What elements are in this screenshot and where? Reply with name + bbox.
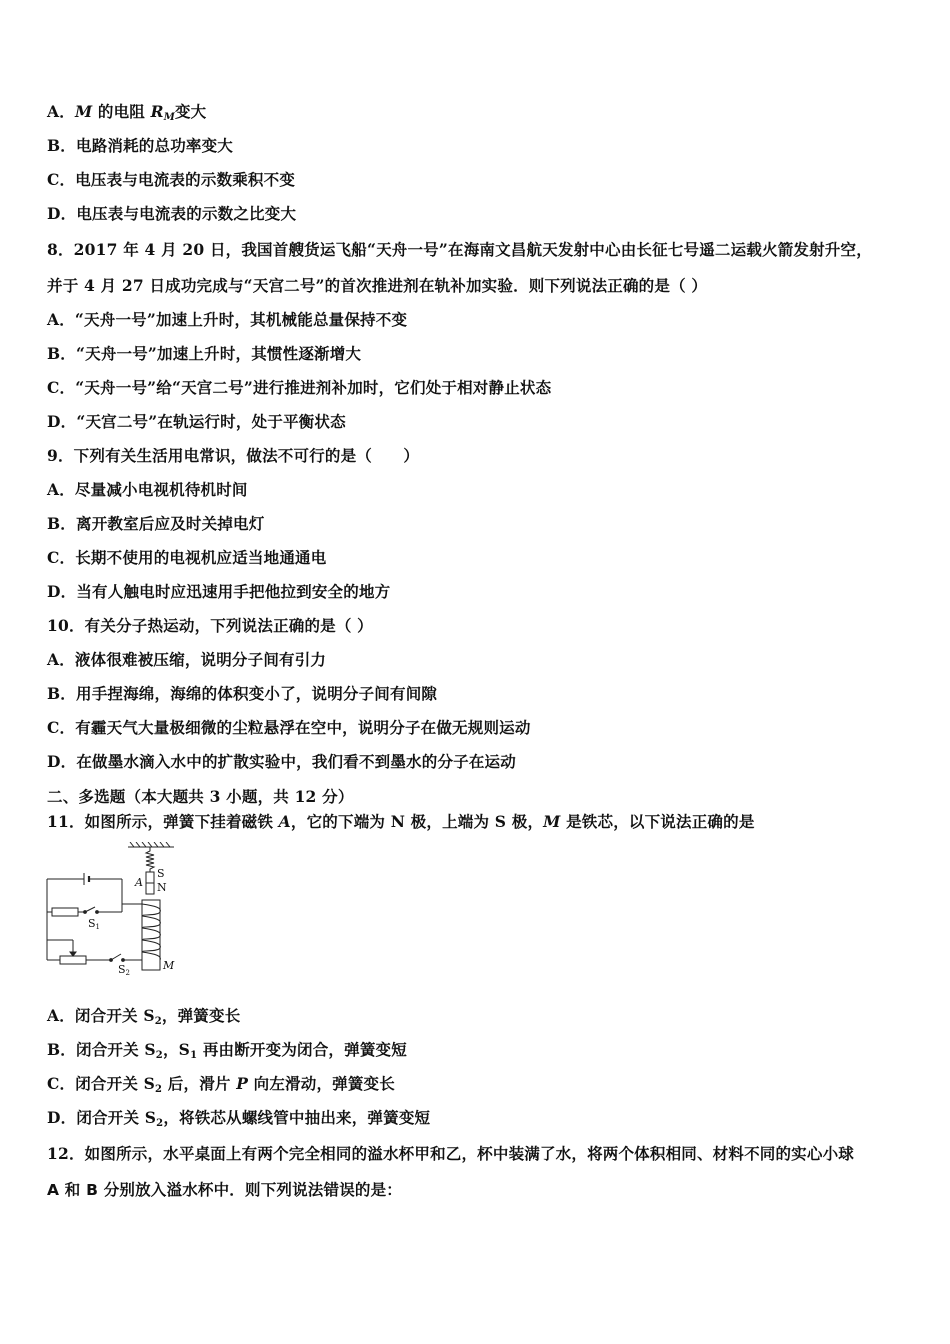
q7-option-d: D．电压表与电流表的示数之比变大 — [47, 204, 297, 223]
spring — [146, 847, 154, 872]
q8-option-d: D．“天宫二号”在轨运行时，处于平衡状态 — [47, 412, 346, 431]
q10-stem: 10．有关分子热运动，下列说法正确的是（ ） — [47, 616, 373, 635]
q11-option-c: C．闭合开关 $S_2$ 后，滑片 P 向左滑动，弹簧变长 — [47, 1074, 395, 1095]
q10-option-d: D．在做墨水滴入水中的扩散实验中，我们看不到墨水的分子在运动 — [47, 752, 516, 771]
q7-option-c: C．电压表与电流表的示数乘积不变 — [47, 170, 296, 189]
solenoid-coil — [142, 904, 160, 960]
resistor-r1 — [52, 908, 78, 916]
label-a: A — [135, 876, 143, 889]
switch-s2 — [111, 954, 121, 960]
q8-option-b: B．“天舟一号”加速上升时，其惯性逐渐增大 — [47, 344, 362, 363]
q11-option-a: A．闭合开关 $S_2$，弹簧变长 — [47, 1006, 241, 1027]
q9-option-b: B．离开教室后应及时关掉电灯 — [47, 514, 265, 533]
q8-option-c: C．“天舟一号”给“天宫二号”进行推进剂补加时，它们处于相对静止状态 — [47, 378, 552, 397]
q8-stem-line2: 并于 4 月 27 日成功完成与“天宫二号”的首次推进剂在轨补加实验．则下列说法正确的是（ ） — [47, 276, 708, 295]
q11-option-d: D．闭合开关 $S_2$，将铁芯从螺线管中抽出来，弹簧变短 — [47, 1108, 431, 1129]
q7-option-b: B．电路消耗的总功率变大 — [47, 136, 234, 155]
section-title-multiple-choice: 二、多选题（本大题共 3 小题，共 12 分） — [47, 787, 354, 806]
q9-stem: 9．下列有关生活用电常识，做法不可行的是（ ） — [47, 446, 420, 465]
q11-option-b: B．闭合开关 $S_2$，$S_1$ 再由断开变为闭合，弹簧变短 — [47, 1040, 407, 1061]
q9-option-a: A．尽量减小电视机待机时间 — [47, 480, 248, 499]
label-m: M — [163, 959, 175, 972]
ceiling-hatching — [130, 842, 170, 847]
circuit-diagram — [42, 842, 192, 980]
q7-option-a: A．M 的电阻 $R_M$变大 — [47, 102, 207, 123]
q11-stem: 11．如图所示，弹簧下挂着磁铁 A，它的下端为 N 极，上端为 S 极，M 是铁芯，以下说法正确的是 — [47, 812, 755, 831]
rheostat — [60, 956, 86, 964]
switch-s1 — [85, 907, 95, 912]
q10-option-b: B．用手捏海绵，海绵的体积变小了，说明分子间有间隙 — [47, 684, 438, 703]
q12-stem-line1: 12．如图所示，水平桌面上有两个完全相同的溢水杯甲和乙，杯中装满了水，将两个体积相同、材料不同的实心小球 — [47, 1144, 854, 1163]
q8-stem-line1: 8．2017 年 4 月 20 日，我国首艘货运飞船“天舟一号”在海南文昌航天发射中心由长征七号遥二运载火箭发射升空， — [47, 240, 872, 259]
iron-core-m — [142, 900, 160, 970]
q9-option-c: C．长期不使用的电视机应适当地通通电 — [47, 548, 327, 567]
label-s1: S1 — [88, 917, 101, 931]
q9-option-d: D．当有人触电时应迅速用手把他拉到安全的地方 — [47, 582, 391, 601]
q10-option-a: A．液体很难被压缩，说明分子间有引力 — [47, 650, 327, 669]
label-n: N — [157, 881, 167, 894]
label-s2: S2 — [118, 963, 131, 977]
label-s: S — [157, 867, 165, 880]
q8-option-a: A．“天舟一号”加速上升时，其机械能总量保持不变 — [47, 310, 408, 329]
q12-stem-line2: A 和 B 分别放入溢水杯中．则下列说法错误的是： — [47, 1181, 403, 1199]
q10-option-c: C．有霾天气大量极细微的尘粒悬浮在空中，说明分子在做无规则运动 — [47, 718, 531, 737]
q11-circuit-figure — [42, 842, 192, 980]
